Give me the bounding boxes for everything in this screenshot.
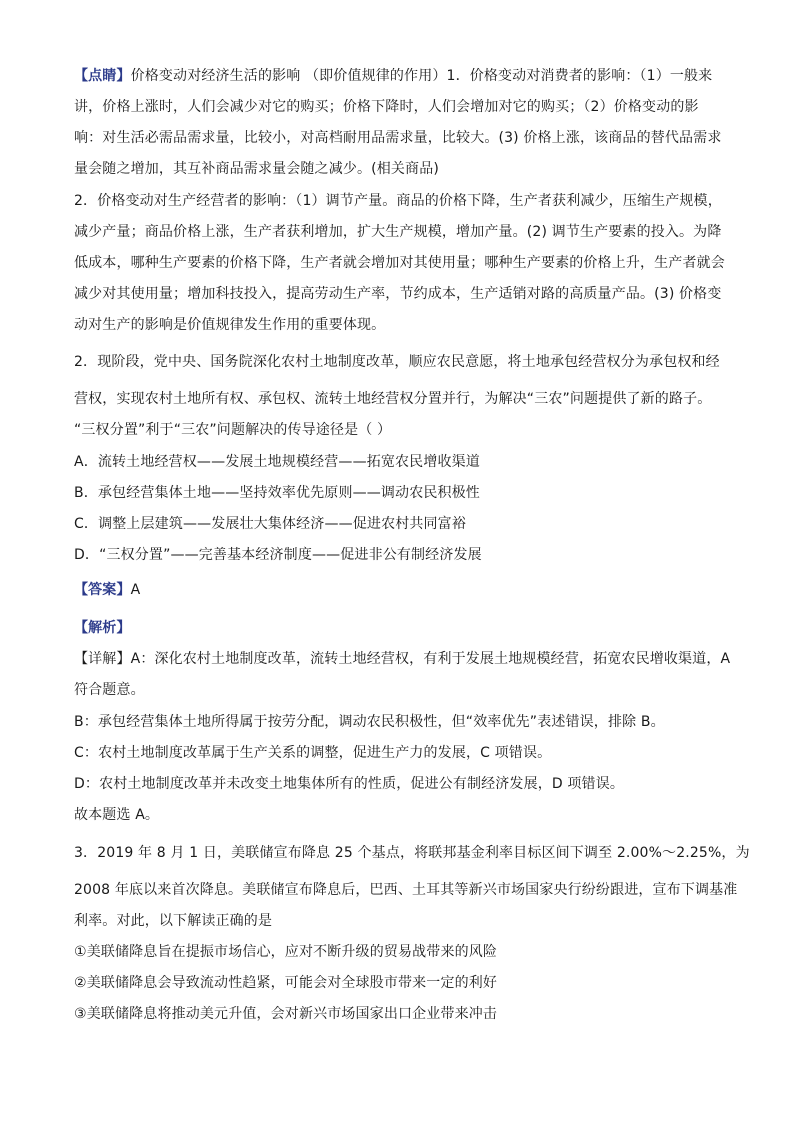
q3-stem-line-2: 2008 年底以来首次降息。美联储宣布降息后，巴西、土耳其等新兴市场国家央行纷纷跟进，宣布下调基准: [74, 882, 738, 898]
jiexi-tag: 【解析】: [74, 620, 131, 636]
part2-line-1: 2．价格变动对生产经营者的影响：（1）调节产量。商品的价格下降，生产者获利减少，压缩生产规模，: [74, 193, 722, 209]
dianjing-tag: 【点睛】: [74, 68, 131, 84]
q2-explanation-line-3: B：承包经营集体土地所得属于按劳分配，调动农民积极性，但“效率优先”表述错误，排除 B。: [74, 714, 665, 730]
explanation-a: A：深化农村土地制度改革，流转土地经营权，有利于发展土地规模经营，拓宽农民增收渠道，A: [130, 651, 731, 667]
dianjing-line-2: 讲，价格上涨时，人们会减少对它的购买；价格下降时，人们会增加对它的购买；（2）价格变动的影: [74, 99, 699, 115]
part2-line-4: 减少对其使用量；增加科技投入，提高劳动生产率，节约成本，生产适销对路的高质量产品。(3) 价格变: [74, 286, 722, 302]
dianjing-line-4: 量会随之增加，其互补商品需求量会随之减少。(相关商品): [74, 161, 439, 177]
xiangjie-tag: 【详解】: [74, 651, 131, 667]
q2-explanation-line-1: [74, 651, 734, 667]
q2-option-b: B．承包经营集体土地——坚持效率优先原则——调动农民积极性: [74, 485, 480, 501]
part2-line-3: 低成本，哪种生产要素的价格下降，生产者就会增加对其使用量；哪种生产要素的价格上升，生产者就会: [74, 255, 725, 271]
q2-stem-line-2: 营权，实现农村土地所有权、承包权、流转土地经营权分置并行，为解决“三农”问题提供了新的路子。: [74, 391, 712, 407]
q3-statement-2: ②美联储降息会导致流动性趋紧，可能会对全球股市带来一定的利好: [74, 975, 498, 991]
dianjing-line-3: 响：对生活必需品需求量，比较小，对高档耐用品需求量，比较大。(3) 价格上涨，该商品的替代品需求: [74, 130, 722, 146]
dianjing-text-1: 价格变动对经济生活的影响 （即价值规律的作用）1．价格变动对消费者的影响：（1）一般来: [130, 68, 713, 84]
q2-answer-line: [74, 582, 734, 598]
q2-stem-line-3: “三权分置”利于“三农”问题解决的传导途径是（ ）: [74, 422, 392, 438]
q2-stem-line-1: 2．现阶段，党中央、国务院深化农村土地制度改革，顺应农民意愿，将土地承包经营权分为承包权和经: [74, 354, 720, 370]
answer-tag: 【答案】: [74, 582, 131, 598]
q3-stem-line-1: 3．2019 年 8 月 1 日，美联储宣布降息 25 个基点，将联邦基金利率目标区间下调至 2.00%～2.25%，为: [74, 845, 750, 861]
q3-stem-line-3: 利率。对此，以下解读正确的是: [74, 913, 273, 929]
q2-option-c: C．调整上层建筑——发展壮大集体经济——促进农村共同富裕: [74, 516, 466, 532]
q2-explanation-line-4: C：农村土地制度改革属于生产关系的调整，促进生产力的发展，C 项错误。: [74, 745, 552, 761]
q3-statement-1: ①美联储降息旨在提振市场信心，应对不断升级的贸易战带来的风险: [74, 944, 498, 960]
q2-option-a: A．流转土地经营权——发展土地规模经营——拓宽农民增收渠道: [74, 454, 480, 470]
q2-jiexi-line: [74, 620, 734, 636]
q2-option-d: D．“三权分置”——完善基本经济制度——促进非公有制经济发展: [74, 547, 482, 563]
q2-explanation-line-2: 符合题意。: [74, 682, 145, 698]
answer-value: A: [130, 582, 141, 598]
part2-line-5: 动对生产的影响是价值规律发生作用的重要体现。: [74, 317, 386, 333]
q3-statement-3: ③美联储降息将推动美元升值，会对新兴市场国家出口企业带来冲击: [74, 1006, 498, 1022]
part2-line-2: 减少产量；商品价格上涨，生产者获利增加，扩大生产规模，增加产量。(2) 调节生产要素的投入。为降: [74, 224, 722, 240]
q2-explanation-line-5: D：农村土地制度改革并未改变土地集体所有的性质，促进公有制经济发展，D 项错误。: [74, 776, 625, 792]
q2-explanation-line-6: 故本题选 A。: [74, 807, 160, 823]
dianjing-line-1: [74, 68, 734, 84]
